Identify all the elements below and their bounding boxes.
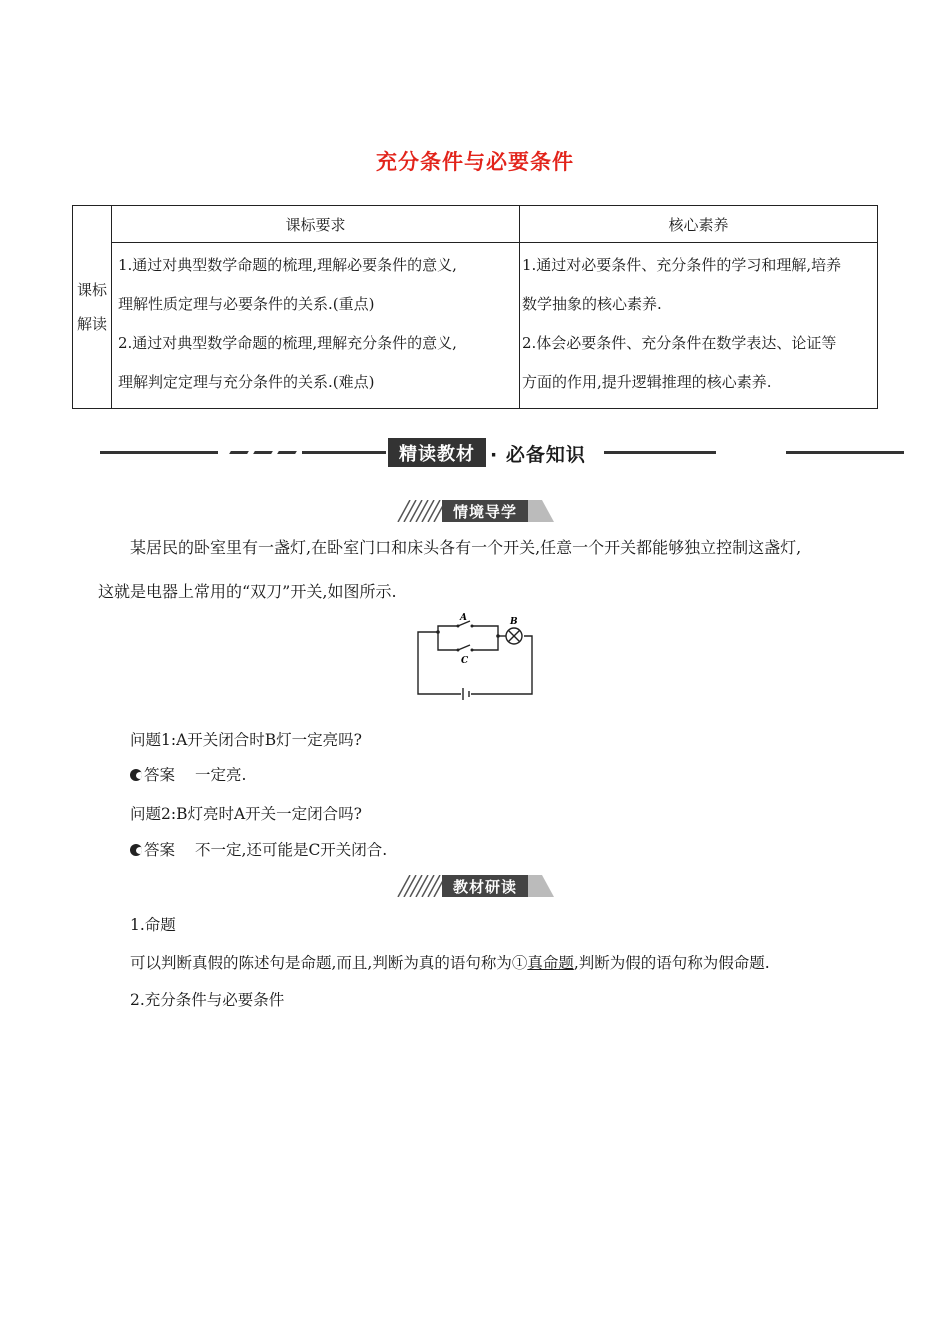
col2-line: 2.体会必要条件、充分条件在数学表达、论证等: [522, 334, 837, 352]
question-1: 问题1:A开关闭合时B灯一定亮吗?: [130, 731, 362, 749]
scenario-paragraph-line-2: 这就是电器上常用的“双刀”开关,如图所示.: [98, 582, 397, 601]
item-1-text-pre: 可以判断真假的陈述句是命题,而且,判断为真的语句称为①: [130, 954, 528, 972]
label-a: A: [460, 613, 467, 623]
col2-line: 1.通过对必要条件、充分条件的学习和理解,培养: [522, 256, 842, 274]
answer-text: 一定亮.: [195, 766, 247, 784]
col1-cell: [112, 243, 520, 409]
col2-header: 核心素养: [520, 206, 878, 243]
col1-line: 理解性质定理与必要条件的关系.(重点): [118, 295, 375, 313]
banner-rule-far-right: [786, 451, 904, 454]
col2-line: 方面的作用,提升逻辑推理的核心素养.: [522, 373, 772, 391]
banner-dash: [229, 451, 249, 454]
item-1-underlined-term: 真命题: [527, 954, 574, 972]
col1-line: 1.通过对典型数学命题的梳理,理解必要条件的意义,: [118, 256, 457, 274]
standards-table: [72, 205, 878, 409]
label-c: C: [461, 656, 469, 666]
answer-1: [130, 763, 246, 787]
answer-icon: [130, 769, 142, 781]
banner-dash: [277, 451, 297, 454]
section-tag-textbook: [396, 875, 556, 897]
col2-cell: [520, 243, 878, 409]
scenario-paragraph-line-1: 某居民的卧室里有一盏灯,在卧室门口和床头各有一个开关,任意一个开关都能够独立控制这盏灯,: [130, 538, 802, 557]
label-b: B: [510, 617, 518, 627]
circuit-diagram: [414, 612, 544, 700]
row-header: [73, 206, 112, 409]
row-header-line-1: 课标: [76, 281, 107, 299]
row-header-line-2: 解读: [76, 315, 107, 333]
banner-rule-left: [100, 451, 218, 454]
item-1-title: 1.命题: [130, 916, 176, 934]
col1-line: 理解判定定理与充分条件的关系.(难点): [118, 373, 375, 391]
col2-line: 数学抽象的核心素养.: [522, 295, 662, 313]
item-1-text: [130, 951, 770, 975]
answer-icon: [130, 844, 142, 856]
answer-label: 答案: [144, 841, 176, 859]
col1-header: 课标要求: [112, 206, 520, 243]
banner-text: · 必备知识: [490, 443, 586, 466]
answer-text: 不一定,还可能是C开关闭合.: [195, 841, 388, 859]
question-2: 问题2:B灯亮时A开关一定闭合吗?: [130, 805, 362, 823]
banner-rule-mid: [302, 451, 386, 454]
tag-label: 情境导学: [442, 500, 528, 522]
banner-box: 精读教材: [388, 438, 486, 467]
banner-rule-right: [604, 451, 716, 454]
section-tag-situation: [396, 500, 556, 522]
answer-label: 答案: [144, 766, 176, 784]
item-1-text-post: ,判断为假的语句称为假命题.: [573, 954, 770, 972]
answer-2: [130, 838, 387, 862]
col1-line: 2.通过对典型数学命题的梳理,理解充分条件的意义,: [118, 334, 457, 352]
banner-dash: [253, 451, 273, 454]
page-title: 充分条件与必要条件: [376, 150, 574, 174]
tag-label: 教材研读: [442, 875, 528, 897]
item-2-title: 2.充分条件与必要条件: [130, 991, 285, 1009]
